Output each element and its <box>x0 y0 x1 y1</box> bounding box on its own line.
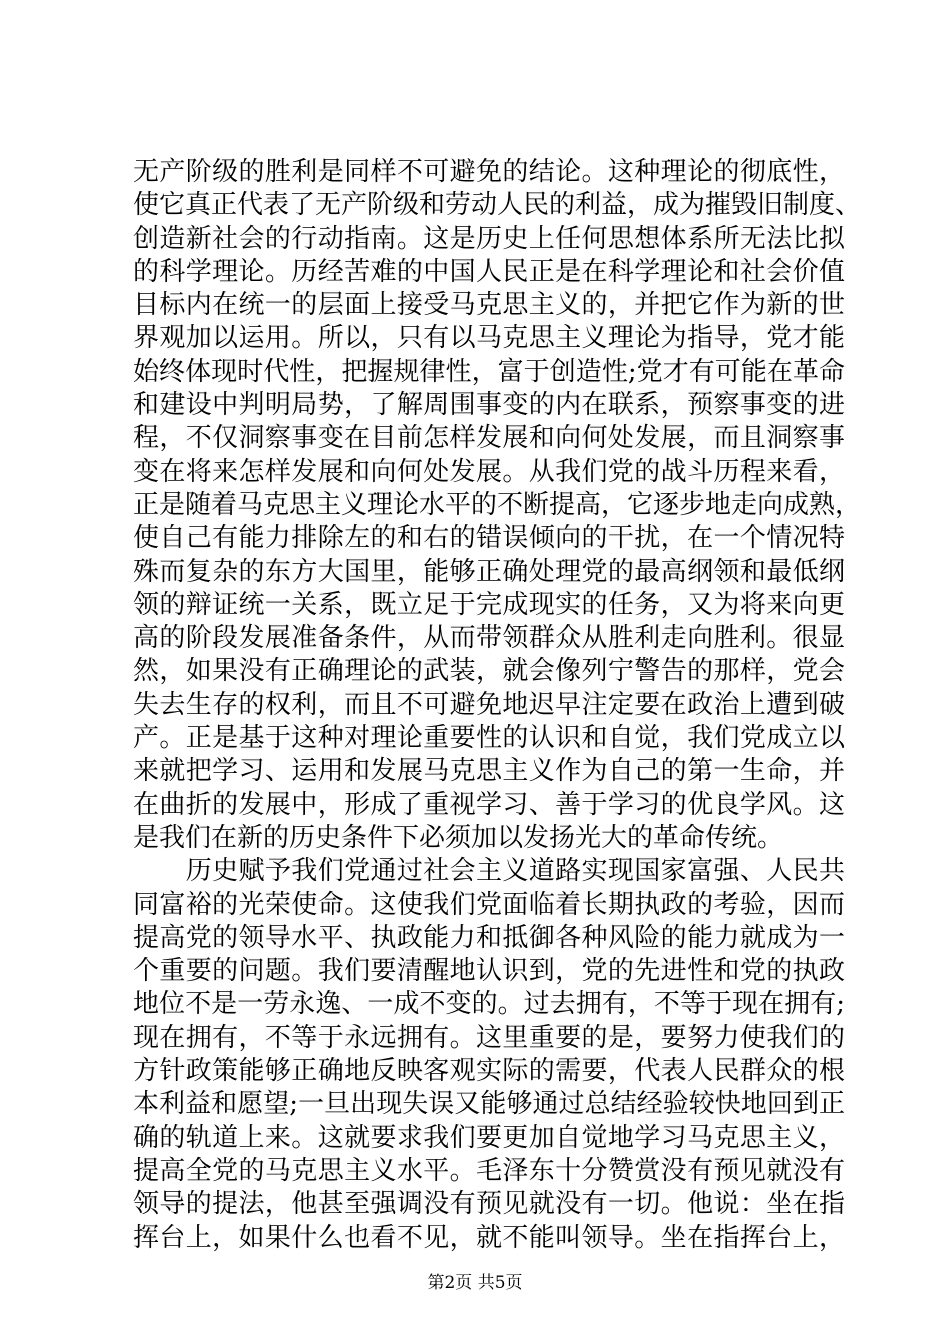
text-line: 始终体现时代性，把握规律性，富于创造性;党才有可能在革命 <box>133 356 845 387</box>
text-line: 变在将来怎样发展和向何处发展。从我们党的战斗历程来看， <box>133 456 845 487</box>
text-line: 高的阶段发展准备条件，从而带领群众从胜利走向胜利。很显 <box>133 623 845 654</box>
text-line: 正是随着马克思主义理论水平的不断提高，它逐步地走向成熟， <box>133 489 862 520</box>
text-line: 挥台上，如果什么也看不见，就不能叫领导。坐在指挥台上， <box>133 1222 845 1253</box>
text-line: 殊而复杂的东方大国里，能够正确处理党的最高纲领和最低纲 <box>133 556 845 587</box>
text-line: 领的辩证统一关系，既立足于完成现实的任务，又为将来向更 <box>133 589 845 620</box>
text-line: 界观加以运用。所以，只有以马克思主义理论为指导，党才能 <box>133 323 845 354</box>
text-line: 本利益和愿望;一旦出现失误又能够通过总结经验较快地回到正 <box>133 1089 845 1120</box>
text-line: 失去生存的权利，而且不可避免地迟早注定要在政治上遭到破 <box>133 689 845 720</box>
text-line: 程，不仅洞察事变在目前怎样发展和向何处发展，而且洞察事 <box>133 423 845 454</box>
text-line: 使它真正代表了无产阶级和劳动人民的利益，成为摧毁旧制度、 <box>133 190 862 221</box>
text-line: 创造新社会的行动指南。这是历史上任何思想体系所无法比拟 <box>133 223 845 254</box>
text-line: 提高全党的马克思主义水平。毛泽东十分赞赏没有预见就没有 <box>133 1155 845 1186</box>
text-line: 同富裕的光荣使命。这使我们党面临着长期执政的考验，因而 <box>133 889 845 920</box>
text-line: 领导的提法，他甚至强调没有预见就没有一切。他说：坐在指 <box>133 1189 845 1220</box>
text-line: 使自己有能力排除左的和右的错误倾向的干扰，在一个情况特 <box>133 523 845 554</box>
text-line: 来就把学习、运用和发展马克思主义作为自己的第一生命，并 <box>133 756 845 787</box>
paragraph-end-line: 是我们在新的历史条件下必须加以发扬光大的革命传统。 <box>133 822 784 853</box>
text-line: 无产阶级的胜利是同样不可避免的结论。这种理论的彻底性， <box>133 157 845 187</box>
text-line: 确的轨道上来。这就要求我们要更加自觉地学习马克思主义， <box>133 1122 845 1153</box>
text-line: 的科学理论。历经苦难的中国人民正是在科学理论和社会价值 <box>133 256 845 287</box>
text-line: 方针政策能够正确地反映客观实际的需要，代表人民群众的根 <box>133 1056 845 1087</box>
text-line: 目标内在统一的层面上接受马克思主义的，并把它作为新的世 <box>133 290 845 321</box>
text-line: 现在拥有，不等于永远拥有。这里重要的是，要努力使我们的 <box>133 1022 845 1053</box>
text-line: 提高党的领导水平、执政能力和抵御各种风险的能力就成为一 <box>133 922 845 953</box>
text-line: 然，如果没有正确理论的武装，就会像列宁警告的那样，党会 <box>133 656 845 687</box>
text-line: 在曲折的发展中，形成了重视学习、善于学习的优良学风。这 <box>133 789 845 820</box>
text-line: 和建设中判明局势，了解周围事变的内在联系，预察事变的进 <box>133 390 845 421</box>
body-text <box>133 156 862 1255</box>
text-line: 地位不是一劳永逸、一成不变的。过去拥有，不等于现在拥有; <box>133 989 845 1020</box>
text-line: 产。正是基于这种对理论重要性的认识和自觉，我们党成立以 <box>133 723 845 754</box>
page-number-footer: 第2页 共5页 <box>427 1273 523 1293</box>
paragraph-start-line: 历史赋予我们党通过社会主义道路实现国家富强、人民共 <box>133 856 845 887</box>
text-line: 个重要的问题。我们要清醒地认识到，党的先进性和党的执政 <box>133 956 845 987</box>
